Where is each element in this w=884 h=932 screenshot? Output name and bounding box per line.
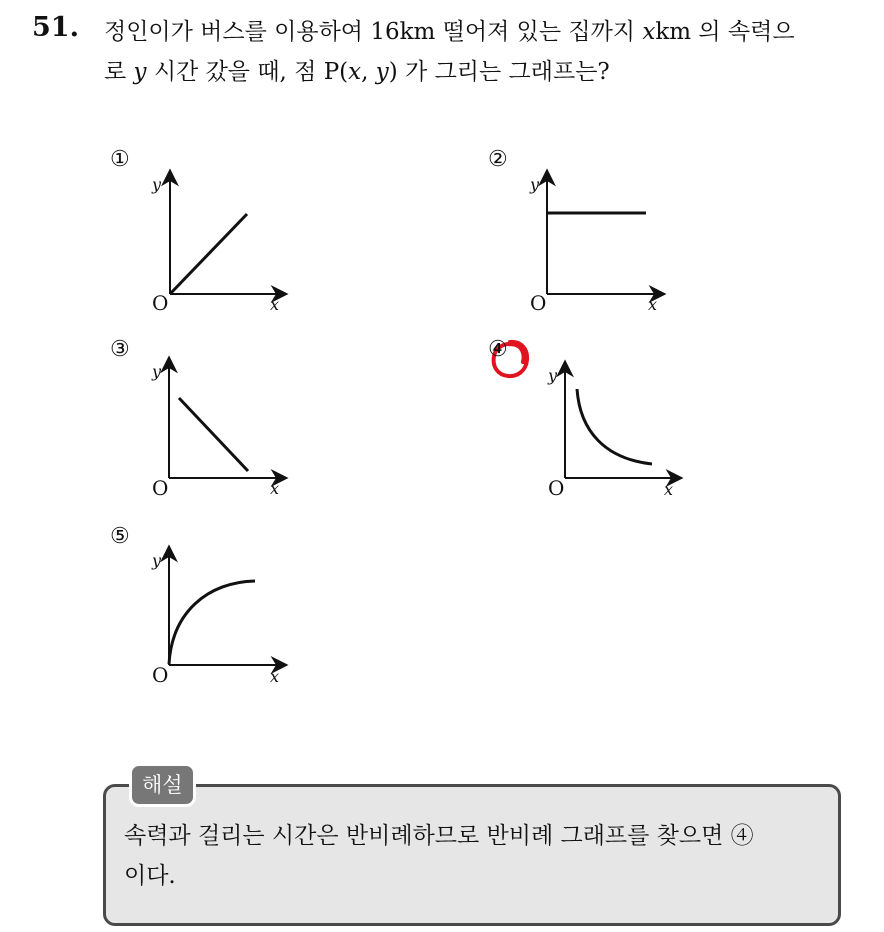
choice-2-graph[interactable] bbox=[488, 147, 688, 337]
y-axis-label: y bbox=[152, 362, 162, 381]
origin-label: O bbox=[152, 291, 169, 315]
choice-1-graph[interactable] bbox=[110, 147, 310, 337]
choice-5-graph[interactable] bbox=[110, 524, 310, 714]
choice-2-label: ② bbox=[488, 147, 508, 172]
choice-4-plot bbox=[488, 337, 688, 507]
graph-curve bbox=[169, 581, 255, 664]
x-axis-label: x bbox=[664, 480, 674, 499]
question-line-1: 정인이가 버스를 이용하여 16km 떨어져 있는 집까지 xkm 의 속력으 bbox=[104, 19, 795, 45]
origin-label: O bbox=[530, 291, 547, 315]
graph-line bbox=[170, 214, 247, 294]
x-axis-label: x bbox=[270, 295, 280, 314]
explanation-tag: 해설 bbox=[129, 763, 196, 807]
y-axis-label: y bbox=[152, 551, 162, 570]
origin-label: O bbox=[152, 663, 169, 687]
graph-curve bbox=[577, 389, 652, 464]
question-text bbox=[104, 12, 874, 92]
x-axis-label: x bbox=[270, 667, 280, 686]
graph-line bbox=[179, 398, 248, 471]
y-axis-label: y bbox=[530, 175, 540, 194]
x-axis-label: x bbox=[270, 479, 280, 498]
x-axis-label: x bbox=[648, 295, 658, 314]
choice-1-label: ① bbox=[110, 147, 130, 172]
explanation-text bbox=[124, 816, 824, 896]
choice-4-graph[interactable] bbox=[488, 337, 688, 527]
choice-3-graph[interactable] bbox=[110, 337, 310, 527]
choice-3-label: ③ bbox=[110, 337, 130, 362]
origin-label: O bbox=[152, 476, 169, 500]
origin-label: O bbox=[548, 476, 565, 500]
explanation-line-1: 속력과 걸리는 시간은 반비례하므로 반비례 그래프를 찾으면 ④ bbox=[124, 823, 754, 849]
choice-4-label: ④ bbox=[488, 337, 508, 362]
question-line-2: 로 y 시간 갔을 때, 점 P(x, y) 가 그리는 그래프는? bbox=[104, 59, 610, 85]
choice-5-plot bbox=[110, 524, 310, 694]
choice-1-plot bbox=[110, 147, 310, 317]
choice-3-plot bbox=[110, 337, 310, 507]
explanation-line-2: 이다. bbox=[124, 863, 176, 889]
choice-2-plot bbox=[488, 147, 688, 317]
y-axis-label: y bbox=[152, 175, 162, 194]
question-number: 51. bbox=[32, 12, 79, 43]
choice-5-label: ⑤ bbox=[110, 524, 130, 549]
y-axis-label: y bbox=[548, 366, 558, 385]
